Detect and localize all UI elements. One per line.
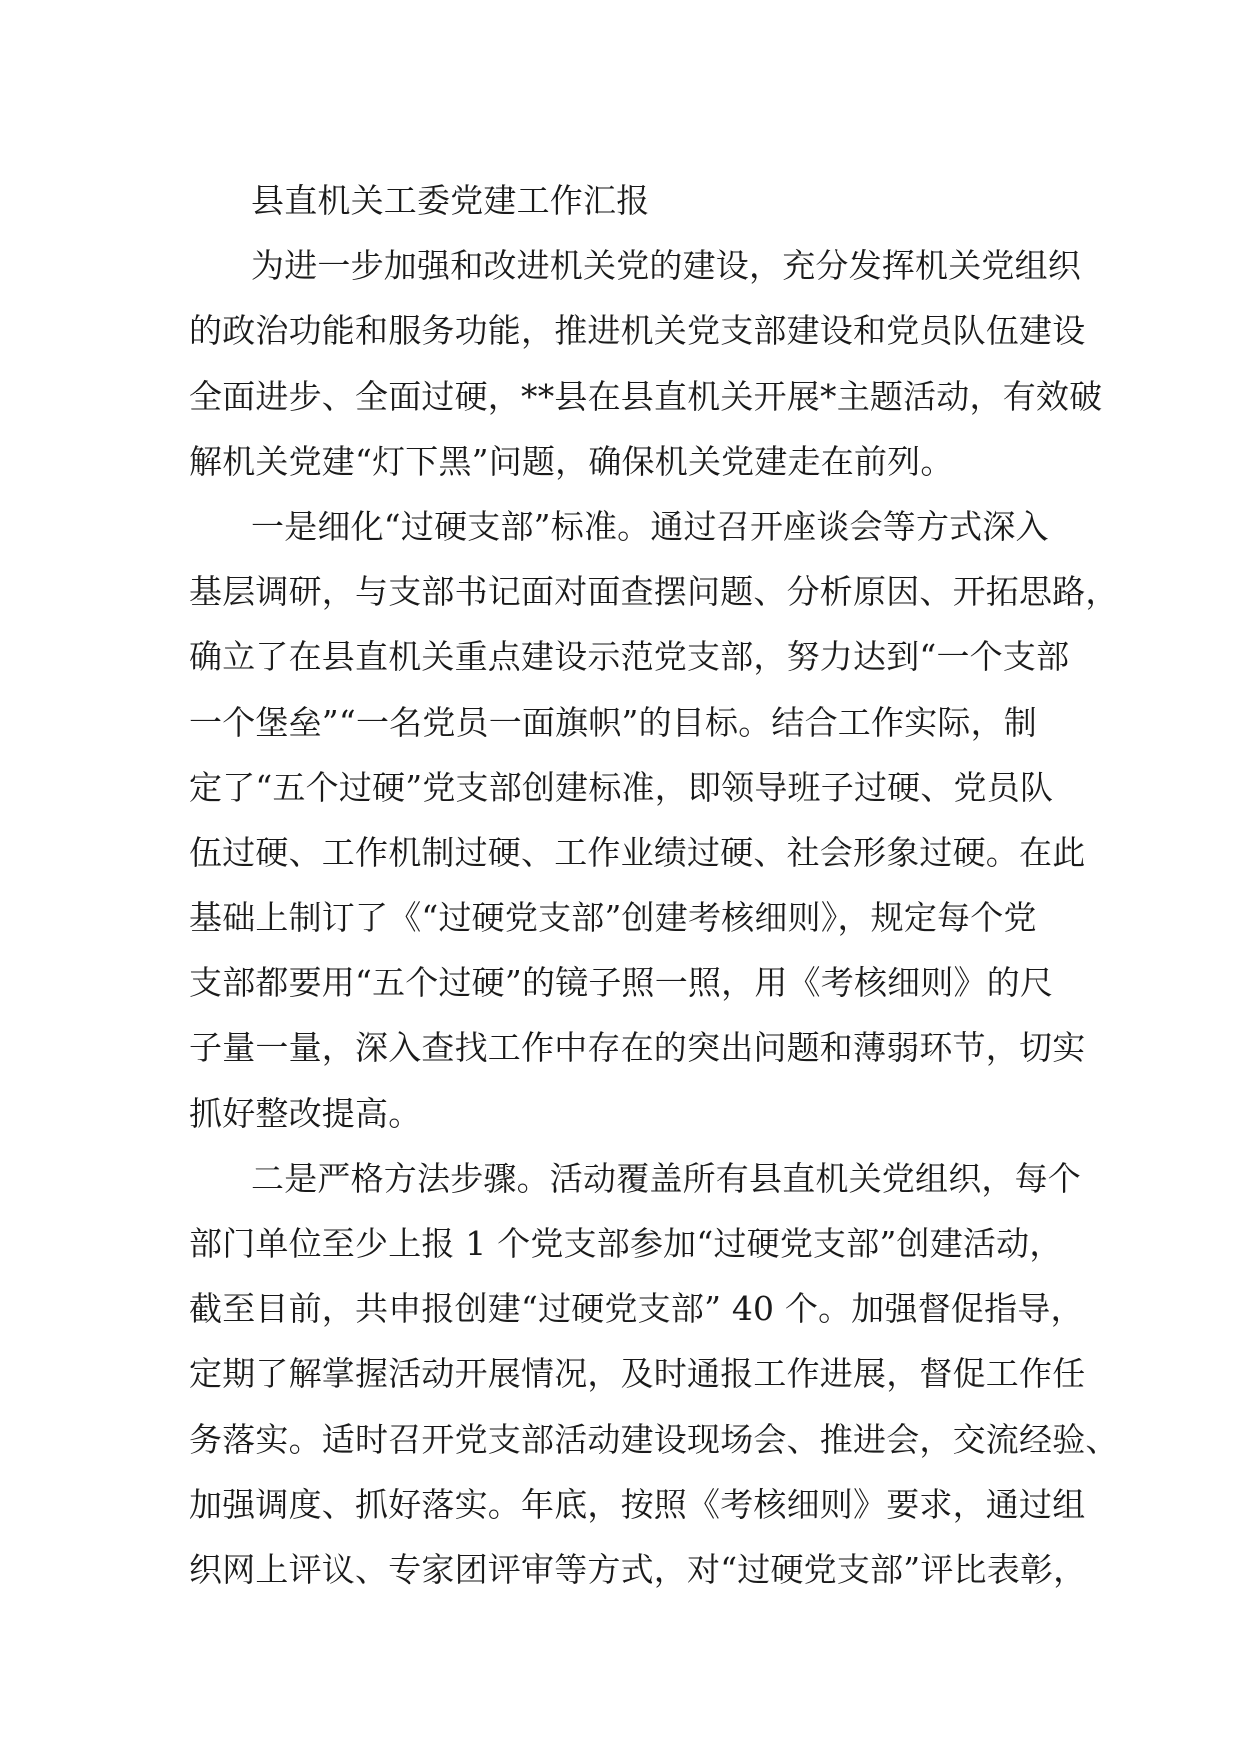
paragraph-line: 织网上评议、专家团评审等方式，对“过硬党支部”评比表彰， (189, 1549, 1087, 1589)
paragraph-line: 截至目前，共申报创建“过硬党支部” 40 个。加强督促指导， (189, 1289, 1084, 1329)
paragraph-intro (189, 233, 1103, 494)
paragraph-line: 支部都要用“五个过硬”的镜子照一照，用《考核细则》的尺 (189, 963, 1054, 1003)
paragraph-line: 解机关党建“灯下黑”问题，确保机关党建走在前列。 (189, 441, 954, 481)
paragraph-methods (189, 1146, 1119, 1602)
paragraph-line: 务落实。适时召开党支部活动建设现场会、推进会，交流经验、 (189, 1419, 1119, 1459)
paragraph-line: 一是细化“过硬支部”标准。通过召开座谈会等方式深入 (251, 506, 1049, 546)
paragraph-line: 基础上制订了《“过硬党支部”创建考核细则》，规定每个党 (189, 898, 1037, 938)
paragraph-line: 部门单位至少上报 1 个党支部参加“过硬党支部”创建活动， (189, 1224, 1063, 1263)
paragraph-line: 的政治功能和服务功能，推进机关党支部建设和党员队伍建设 (189, 311, 1086, 351)
paragraph-line: 全面进步、全面过硬，**县在县直机关开展*主题活动，有效破 (189, 376, 1103, 416)
document-body (189, 168, 1119, 1602)
paragraph-standards (189, 494, 1119, 1146)
paragraph-line: 一个堡垒”“一名党员一面旗帜”的目标。结合工作实际，制 (189, 702, 1038, 742)
paragraph-line: 确立了在县直机关重点建设示范党支部，努力达到“一个支部 (189, 637, 1070, 677)
paragraph-line: 定了“五个过硬”党支部创建标准，即领导班子过硬、党员队 (189, 767, 1054, 807)
paragraph-line: 二是严格方法步骤。活动覆盖所有县直机关党组织，每个 (251, 1158, 1081, 1198)
paragraph-line: 抓好整改提高。 (189, 1093, 422, 1133)
paragraph-line: 定期了解掌握活动开展情况，及时通报工作进展，督促工作任 (189, 1354, 1086, 1394)
paragraph-line: 为进一步加强和改进机关党的建设，充分发挥机关党组织 (251, 246, 1081, 286)
document-title: 县直机关工委党建工作汇报 (251, 181, 650, 220)
paragraph-line: 子量一量，深入查找工作中存在的突出问题和薄弱环节，切实 (189, 1028, 1086, 1068)
paragraph-line: 基层调研，与支部书记面对面查摆问题、分析原因、开拓思路， (189, 572, 1119, 612)
paragraph-line: 伍过硬、工作机制过硬、工作业绩过硬、社会形象过硬。在此 (189, 832, 1086, 872)
paragraph-line: 加强调度、抓好落实。年底，按照《考核细则》要求，通过组 (189, 1484, 1086, 1524)
